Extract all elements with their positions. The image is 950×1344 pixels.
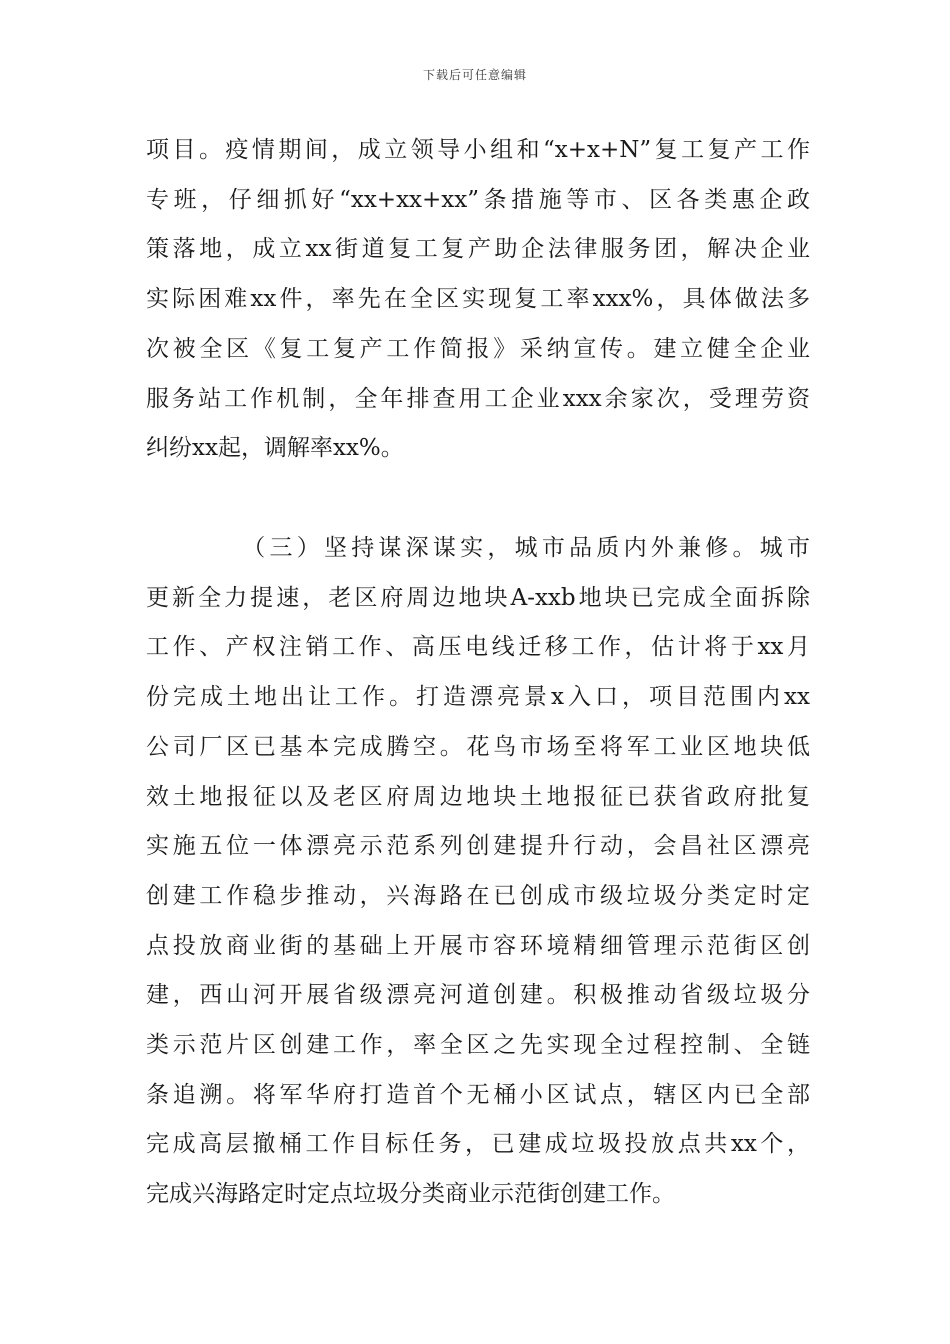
text-line: 效土地报征以及老区府周边地块土地报征已获省政府批复 bbox=[146, 783, 810, 810]
text-line: 次被全区《复工复产工作简报》采纳宣传。建立健全企业 bbox=[146, 335, 810, 362]
text-line: 服务站工作机制，全年排查用工企业xxx余家次，受理劳资 bbox=[146, 385, 810, 412]
section-heading-text: （三）坚持谋深谋实，城市品质内外兼修。城市 bbox=[238, 535, 810, 561]
paragraph-2 bbox=[146, 524, 810, 1220]
text-line: 实施五位一体漂亮示范系列创建提升行动，会昌社区漂亮 bbox=[146, 833, 810, 860]
text-line: 点投放商业街的基础上开展市容环境精细管理示范街区创 bbox=[146, 932, 810, 959]
text-line: 条追溯。将军华府打造首个无桶小区试点，辖区内已全部 bbox=[146, 1081, 810, 1108]
text-line: 份完成土地出让工作。打造漂亮景x入口，项目范围内xx bbox=[146, 684, 810, 711]
text-line: 类示范片区创建工作，率全区之先实现全过程控制、全链 bbox=[146, 1032, 810, 1059]
text-line: 纠纷xx起，调解率xx%。 bbox=[146, 435, 404, 462]
text-line: 项目。疫情期间，成立领导小组和“x+x+N”复工复产工作 bbox=[146, 137, 810, 163]
text-line: 工作、产权注销工作、高压电线迁移工作，估计将于xx月 bbox=[146, 634, 810, 661]
text-line: 实际困难xx件，率先在全区实现复工率xxx%，具体做法多 bbox=[146, 286, 810, 313]
page-header-note: 下载后可任意编辑 bbox=[422, 68, 527, 82]
text-line: 公司厂区已基本完成腾空。花鸟市场至将军工业区地块低 bbox=[146, 733, 810, 760]
text-line: 更新全力提速，老区府周边地块A-xxb地块已完成全面拆除 bbox=[146, 584, 810, 611]
text-line: 专班，仔细抓好“xx+xx+xx”条措施等市、区各类惠企政 bbox=[146, 186, 810, 213]
text-line: 完成兴海路定时定点垃圾分类商业示范街创建工作。 bbox=[146, 1181, 675, 1208]
text-line: 建，西山河开展省级漂亮河道创建。积极推动省级垃圾分 bbox=[146, 982, 810, 1009]
text-line: 策落地，成立xx街道复工复产助企法律服务团，解决企业 bbox=[146, 236, 810, 263]
text-line: 完成高层撤桶工作目标任务，已建成垃圾投放点共xx个， bbox=[146, 1131, 810, 1158]
paragraph-1 bbox=[146, 126, 810, 474]
text-line: 创建工作稳步推动，兴海路在已创成市级垃圾分类定时定 bbox=[146, 882, 810, 909]
text-line-first bbox=[146, 524, 810, 574]
